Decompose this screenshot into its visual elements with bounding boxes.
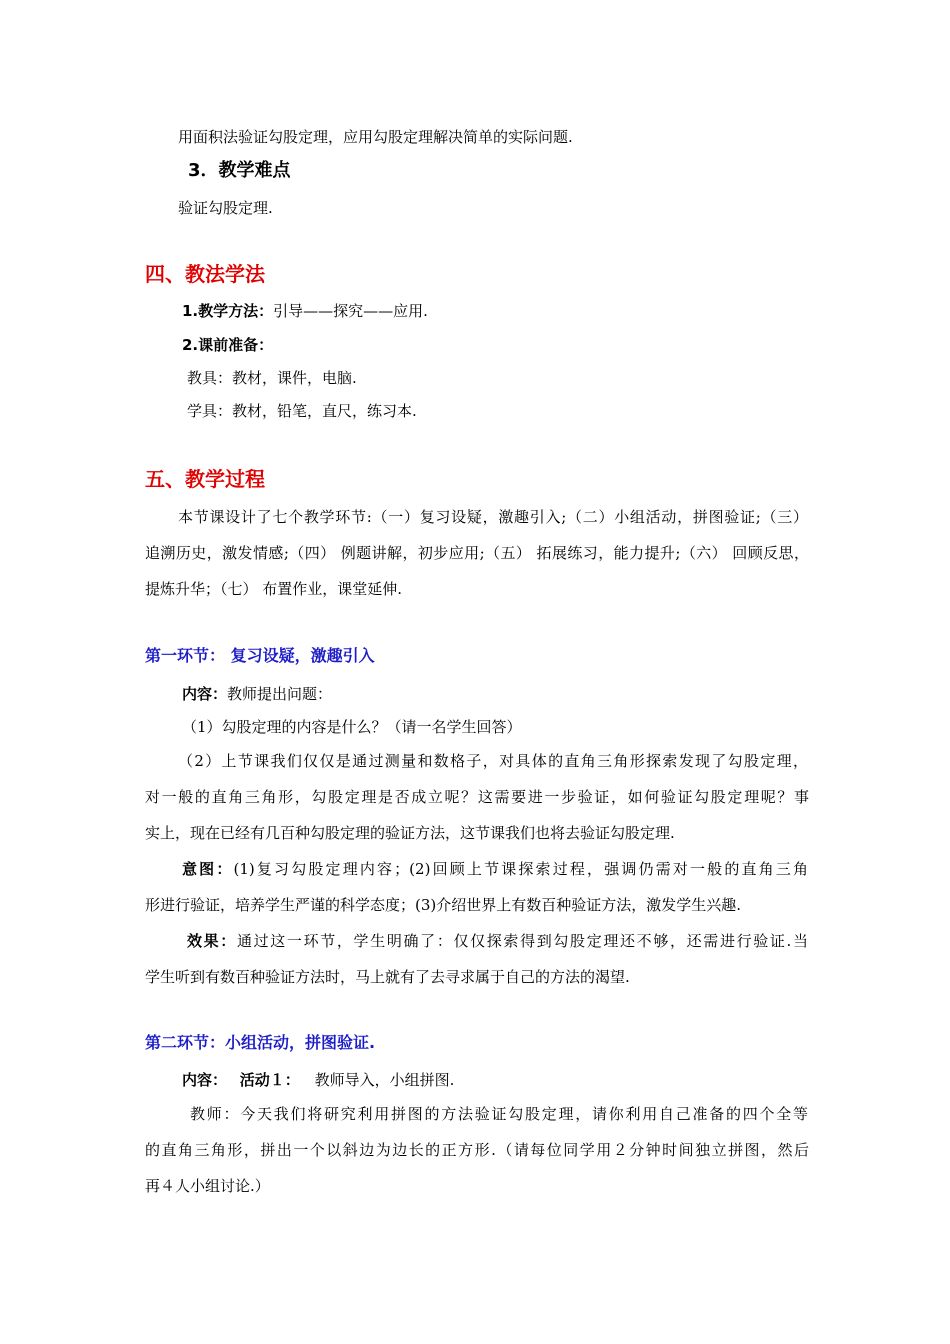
methods-heading: 四、教法学法 <box>145 262 265 286</box>
step1-title: 第一环节： 复习设疑，激趣引入 <box>145 646 375 665</box>
methods-item-2-label: 2.课前准备： <box>182 336 274 354</box>
step2-activity-text: 教师导入，小组拼图. <box>314 1071 455 1089</box>
methods-item-1-text: 引导——探究——应用. <box>273 302 428 320</box>
step1-intent-label: 意图： <box>182 860 234 878</box>
step1-question-2-line-3: 实上，现在已经有几百种勾股定理的验证方法，这节课我们也将去验证勾股定理. <box>145 824 675 842</box>
step1-effect-line-2: 学生听到有数百种验证方法时，马上就有了去寻求属于自己的方法的渴望. <box>145 968 630 986</box>
step2-teacher-line-2: 的直角三角形，拼出一个以斜边为边长的正方形.（请每位同学用２分钟时间独立拼图，然后 <box>145 1141 809 1159</box>
intro-line: 用面积法验证勾股定理，应用勾股定理解决简单的实际问题. <box>178 128 573 146</box>
process-line-3: 提炼升华；（七） 布置作业，课堂延伸. <box>145 580 403 598</box>
process-line-1: 本节课设计了七个教学环节:（一）复习设疑，激趣引入;（二）小组活动，拼图验证;（三） <box>178 508 808 526</box>
step2-content <box>182 1070 454 1090</box>
step1-content <box>182 684 332 704</box>
methods-item-1 <box>182 301 428 321</box>
process-line-2: 追溯历史，激发情感;（四） 例题讲解，初步应用;（五） 拓展练习，能力提升;（六） 回顾反思， <box>145 544 809 562</box>
step1-content-label: 内容： <box>182 685 228 703</box>
process-heading: 五、教学过程 <box>145 467 265 491</box>
step2-teacher-line-3: 再４人小组讨论.） <box>145 1177 270 1195</box>
step1-intent-text: (1)复习勾股定理内容；(2)回顾上节课探索过程，强调仍需对一般的直角三角 <box>233 860 808 878</box>
step2-title: 第二环节：小组活动，拼图验证. <box>145 1033 376 1052</box>
difficulty-heading: 3．教学难点 <box>188 160 291 181</box>
step1-content-text: 教师提出问题： <box>227 685 333 703</box>
step2-activity-label: 活动１： <box>239 1071 300 1089</box>
step2-content-label: 内容： <box>182 1071 228 1089</box>
step1-effect-text: 通过这一环节，学生明确了：仅仅探索得到勾股定理还不够，还需进行验证.当 <box>236 932 808 950</box>
step2-teacher-line-1: 教师：今天我们将研究利用拼图的方法验证勾股定理，请你利用自己准备的四个全等 <box>190 1105 808 1123</box>
step1-intent-line-2: 形进行验证，培养学生严谨的科学态度；(3)介绍世界上有数百种验证方法，激发学生兴趣. <box>145 896 742 914</box>
methods-item-1-label: 1.教学方法： <box>182 302 274 320</box>
student-tools: 学具：教材，铅笔，直尺，练习本. <box>187 402 417 420</box>
teacher-tools: 教具：教材，课件，电脑. <box>187 369 357 387</box>
step1-intent-line-1 <box>182 859 808 879</box>
step1-effect-line-1 <box>187 931 808 951</box>
step1-question-1: （1）勾股定理的内容是什么？（请一名学生回答） <box>182 718 522 736</box>
step1-question-2-line-2: 对一般的直角三角形，勾股定理是否成立呢？这需要进一步验证，如何验证勾股定理呢？事 <box>145 788 809 806</box>
step1-question-2-line-1: （2）上节课我们仅仅是通过测量和数格子，对具体的直角三角形探索发现了勾股定理， <box>178 752 808 770</box>
step1-effect-label: 效果： <box>187 932 237 950</box>
difficulty-text: 验证勾股定理. <box>178 199 273 217</box>
